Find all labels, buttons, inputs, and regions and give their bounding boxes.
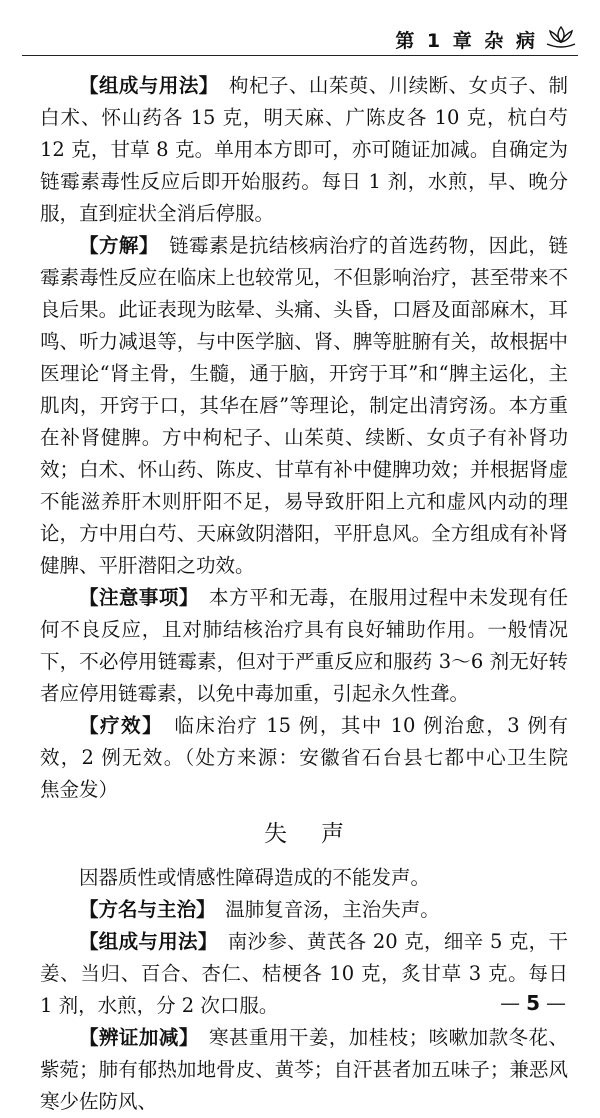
page-header [0, 18, 600, 58]
paragraph-label: 【组成与用法】 [79, 930, 208, 953]
entry-section-1 [40, 70, 588, 806]
paragraph [40, 70, 568, 230]
chapter-title: 第 1 章 杂 病 [395, 30, 538, 52]
paragraph-label: 【注意事项】 [79, 586, 190, 609]
paragraph-text: 本方平和无毒，在服用过程中未发现有任何不良反应，且对肺结核治疗具有良好辅助作用。一般情况下，不必停用链霉素，但对于严重反应和服药 3～6 剂无好转者应停用链霉素，以免中毒加重，引起永久性聋。 [40, 586, 568, 705]
lotus-icon [544, 24, 578, 48]
paragraph-text: 链霉素是抗结核病治疗的首选药物，因此，链霉素毒性反应在临床上也较常见，不但影响治疗，甚至带来不良后果。此证表现为眩晕、头痛、头昏，口唇及面部麻木，耳鸣、听力减退等，与中医学脑、肾、脾等脏腑有关，故根据中医理论“肾主骨，生髓，通于脑，开窍于耳”和“脾主运化，主肌肉，开窍于口，其华在唇”等理论，制定出清窍汤。本方重在补肾健脾。方中枸杞子、山茱萸、续断、女贞子有补肾功效；白术、怀山药、陈皮、甘草有补中健脾功效；并根据肾虚不能滋养肝木则肝阳不足，易导致肝阳上亢和虚风内动的理论，方中用白芍、天麻敛阴潜阳，平肝息风。全方组成有补肾健脾、平肝潜阳之功效。 [40, 234, 568, 577]
paragraph-text: 南沙参、黄芪各 20 克，细辛 5 克，干姜、当归、百合、杏仁、桔梗各 10 克，炙甘草 3 克。每日 1 剂，水煎，分 2 次口服。 [40, 930, 568, 1017]
paragraph-label: 【疗效】 [79, 714, 154, 737]
paragraph-text: 临床治疗 15 例，其中 10 例治愈，3 例有效，2 例无效。（处方来源：安徽省石台县七都中心卫生院 焦金发） [40, 714, 588, 801]
paragraph-label: 【辨证加减】 [79, 1026, 190, 1049]
page-number: 5 [526, 991, 540, 1015]
paragraph-label: 【方名与主治】 [79, 898, 206, 921]
paragraph [40, 710, 588, 806]
paragraph [40, 926, 568, 1022]
paragraph-label: 【组成与用法】 [79, 74, 210, 97]
paragraph [40, 894, 568, 926]
paragraph-text: 枸杞子、山茱萸、川续断、女贞子、制白术、怀山药各 15 克，明天麻、广陈皮各 10 克，杭白芍 12 克，甘草 8 克。单用本方即可，亦可随证加减。自确定为链霉素毒性反应后即开始服药。每日 1 剂，水煎，早、晚分服，直到症状全消后停服。 [40, 74, 568, 225]
section-title: 失声 [264, 821, 378, 847]
page-body [40, 70, 588, 1118]
paragraph [40, 862, 568, 894]
header-divider [22, 55, 578, 56]
paragraph-text: 温肺复音汤，主治失声。 [225, 898, 440, 921]
paragraph-text: 寒甚重用干姜，加桂枝；咳嗽加款冬花、紫菀；肺有郁热加地骨皮、黄芩；自汗甚者加五味子；兼恶风寒少佐防风、 [40, 1026, 568, 1113]
entry-section-2 [40, 862, 568, 1118]
paragraph-text: 因器质性或情感性障碍造成的不能发声。 [79, 866, 431, 889]
page-footer: — 5 — [500, 991, 566, 1015]
paragraph [40, 582, 568, 710]
paragraph-label: 【方解】 [79, 234, 150, 257]
paragraph [40, 1022, 568, 1118]
paragraph [40, 230, 568, 582]
